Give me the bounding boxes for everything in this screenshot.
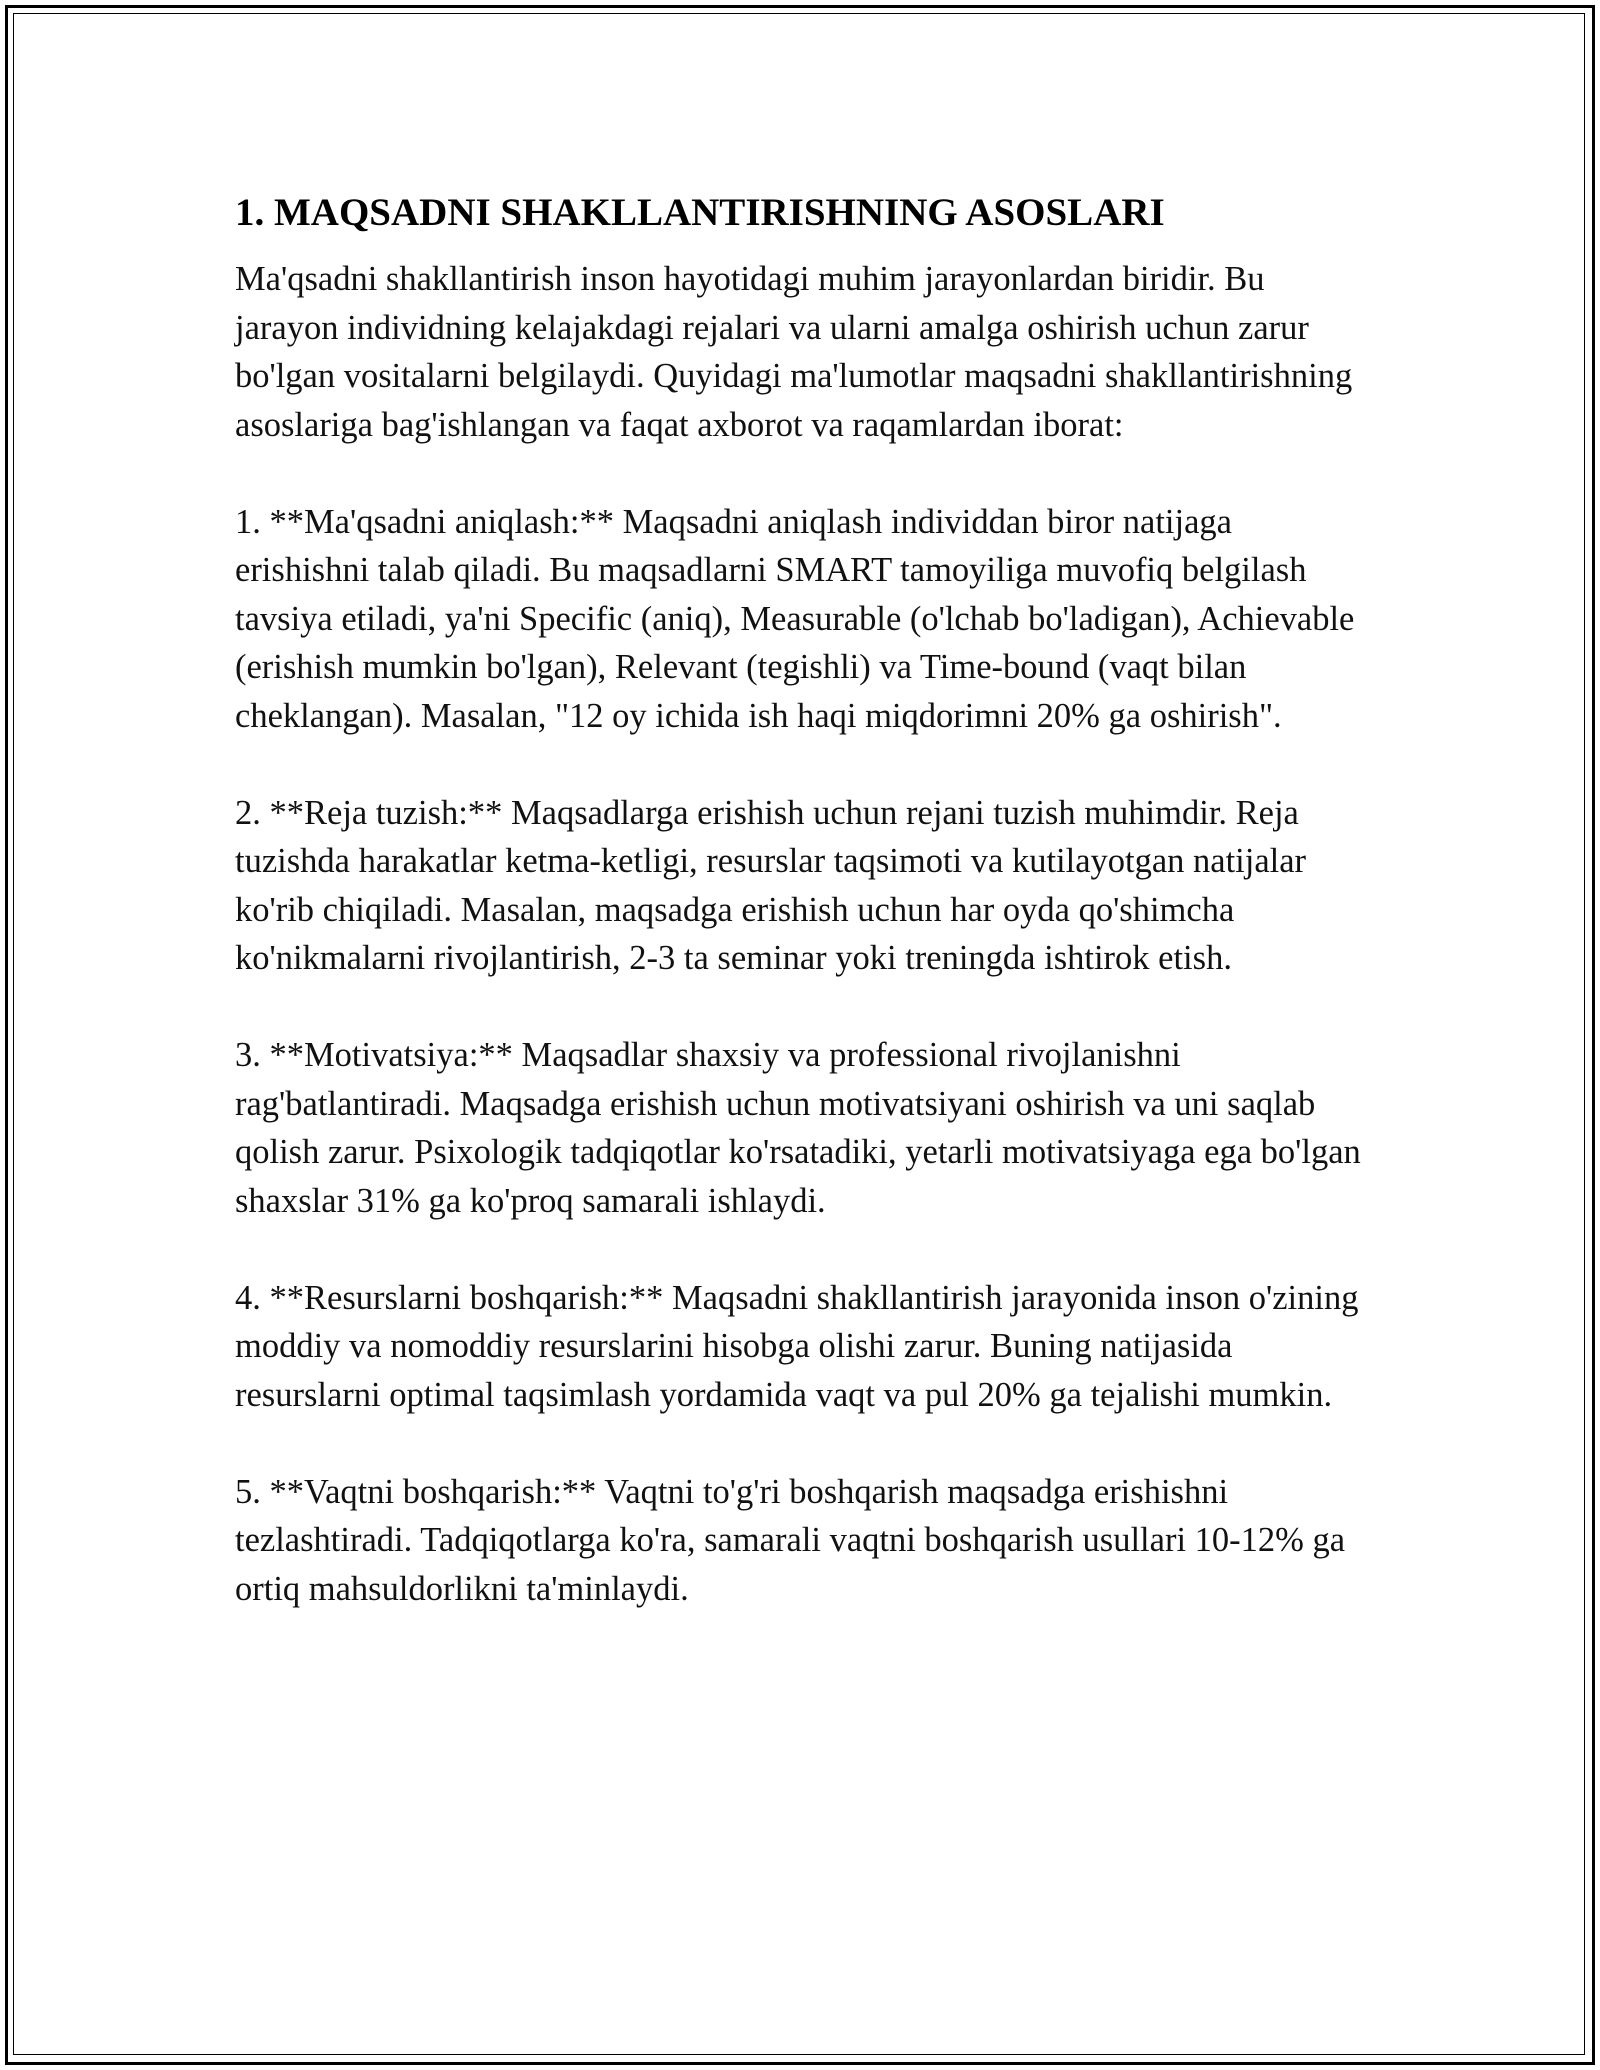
intro-paragraph: Ma'qsadni shakllantirish inson hayotidagi muhim jarayonlardan biridir. Bu jarayon individning kelajakdagi rejalari va ularni amalga oshirish uchun zarur bo'lgan vositalarni belgilaydi. Quyidagi ma'lumotlar maqsadni shakllantirishning asoslariga bag'ishlangan va faqat axborot va raqamlardan iborat: [235,260,1361,444]
list-item-time-management: 5. **Vaqtni boshqarish:** Vaqtni to'g'ri boshqarish maqsadga erishishni tezlashtiradi. Tadqiqotlarga ko'ra, samarali vaqtni boshqarish usullari 10-12% ga ortiq mahsuldorlikni ta'minlaydi. [235,1472,1354,1608]
document-body [235,185,1370,1662]
list-item-planning: 2. **Reja tuzish:** Maqsadlarga erishish uchun rejani tuzish muhimdir. Reja tuzishda harakatlar ketma-ketligi, resurslar taqsimoti va kutilayotgan natijalar ko'rib chiqiladi. Masalan, maqsadga erishish uchun har oyda qo'shimcha ko'nikmalarni rivojlantirish, 2-3 ta seminar yoki treningda ishtirok etish. [235,793,1315,977]
list-item-motivation: 3. **Motivatsiya:** Maqsadlar shaxsiy va professional rivojlanishni rag'batlantiradi. Maqsadga erishish uchun motivatsiyani oshirish va uni saqlab qolish zarur. Psixologik tadqiqotlar ko'rsatadiki, yetarli motivatsiyaga ega bo'lgan shaxslar 31% ga ko'proq samarali ishlaydi. [235,1036,1370,1220]
document-title: 1. MAQSADNI SHAKLLANTIRISHNING ASOSLARI [235,191,1165,234]
list-item-resource-management: 4. **Resurslarni boshqarish:** Maqsadni shakllantirish jarayonida inson o'zining moddiy va nomoddiy resurslarini hisobga olishi zarur. Buning natijasida resurslarni optimal taqsimlash yordamida vaqt va pul 20% ga tejalishi mumkin. [235,1278,1368,1414]
list-item-goal-definition: 1. **Ma'qsadni aniqlash:** Maqsadni aniqlash individdan biror natijaga erishishni talab qiladi. Bu maqsadlarni SMART tamoyiliga muvofiq belgilash tavsiya etiladi, ya'ni Specific (aniq), Measurable (o'lchab bo'ladigan), Achievable (erishish mumkin bo'lgan), Relevant (tegishli) va Time-bound (vaqt bilan cheklangan). Masalan, "12 oy ichida ish haqi miqdorimni 20% ga oshirish". [235,502,1363,735]
